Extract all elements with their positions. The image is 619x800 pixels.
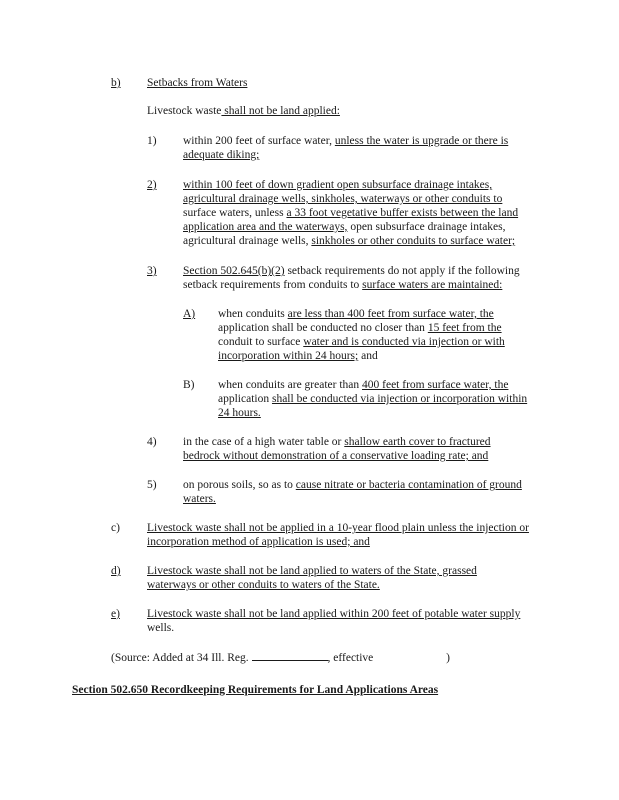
item-2-number: 2) [147,179,157,191]
section-e-marker: e) [111,608,120,620]
item-5-number: 5) [147,479,157,491]
item-1-line-2: adequate diking; [183,149,260,161]
subitem-b-marker: B) [183,379,195,391]
section-d-line-1: Livestock waste shall not be land applied to waters of the State, grassed [147,565,477,577]
item-4-line-2: bedrock without demonstration of a conservative loading rate; and [183,450,489,462]
section-d-line-2: waterways or other conduits to waters of the State. [147,579,380,591]
item-4-line-1: in the case of a high water table or shallow earth cover to fractured [183,436,491,448]
item-1-number: 1) [147,135,157,147]
item-1-line-1: within 200 feet of surface water, unless the water is upgrade or there is [183,135,509,147]
section-b-marker: b) [111,77,121,89]
section-c-marker: c) [111,522,120,534]
section-502-650-heading: Section 502.650 Recordkeeping Requirements for Land Applications Areas [72,684,439,696]
section-e-line-1: Livestock waste shall not be land applied within 200 feet of potable water supply [147,608,521,620]
item-4-number: 4) [147,436,157,448]
section-b-title: Setbacks from Waters [147,77,248,89]
section-e-line-2: wells. [147,622,175,634]
item-3-line-2: setback requirements from conduits to surface waters are maintained: [183,279,503,291]
subitem-a-line-1: when conduits are less than 400 feet from surface water, the [218,308,494,320]
subitem-a-marker: A) [183,308,196,320]
subitem-b-line-3: 24 hours. [218,407,261,419]
item-3-line-1: Section 502.645(b)(2) setback requirements do not apply if the following [183,265,520,277]
subitem-b-line-2: application shall be conducted via injection or incorporation within [218,393,528,405]
item-5-line-2: waters. [183,493,216,505]
item-2-line-1: within 100 feet of down gradient open subsurface drainage intakes, [183,179,493,191]
source-effective-blank [376,651,446,661]
section-d-marker: d) [111,565,121,577]
section-c-line-1: Livestock waste shall not be applied in a 10-year flood plain unless the injection or [147,522,529,534]
subitem-a-line-4: incorporation within 24 hours; and [218,350,378,362]
subitem-b-line-1: when conduits are greater than 400 feet from surface water, the [218,379,509,391]
section-b-intro: Livestock waste shall not be land applied: [147,105,340,117]
item-2-line-2: agricultural drainage wells, sinkholes, waterways or other conduits to [183,193,503,205]
item-3-number: 3) [147,265,157,277]
item-2-line-4: application area and the waterways, open subsurface drainage intakes, [183,221,506,233]
subitem-a-line-2: application shall be conducted no closer than 15 feet from the [218,322,502,334]
subitem-a-line-3: conduit to surface water and is conducted via injection or with [218,336,505,348]
section-c-line-2: incorporation method of application is used; and [147,536,370,548]
source-register-blank [252,650,328,661]
source-note: (Source: Added at 34 Ill. Reg. , effective ) [111,652,451,664]
item-2-line-3: surface waters, unless a 33 foot vegetative buffer exists between the land [183,207,519,219]
item-5-line-1: on porous soils, so as to cause nitrate or bacteria contamination of ground [183,479,522,491]
item-2-line-5: agricultural drainage wells, sinkholes or other conduits to surface water; [183,235,516,247]
